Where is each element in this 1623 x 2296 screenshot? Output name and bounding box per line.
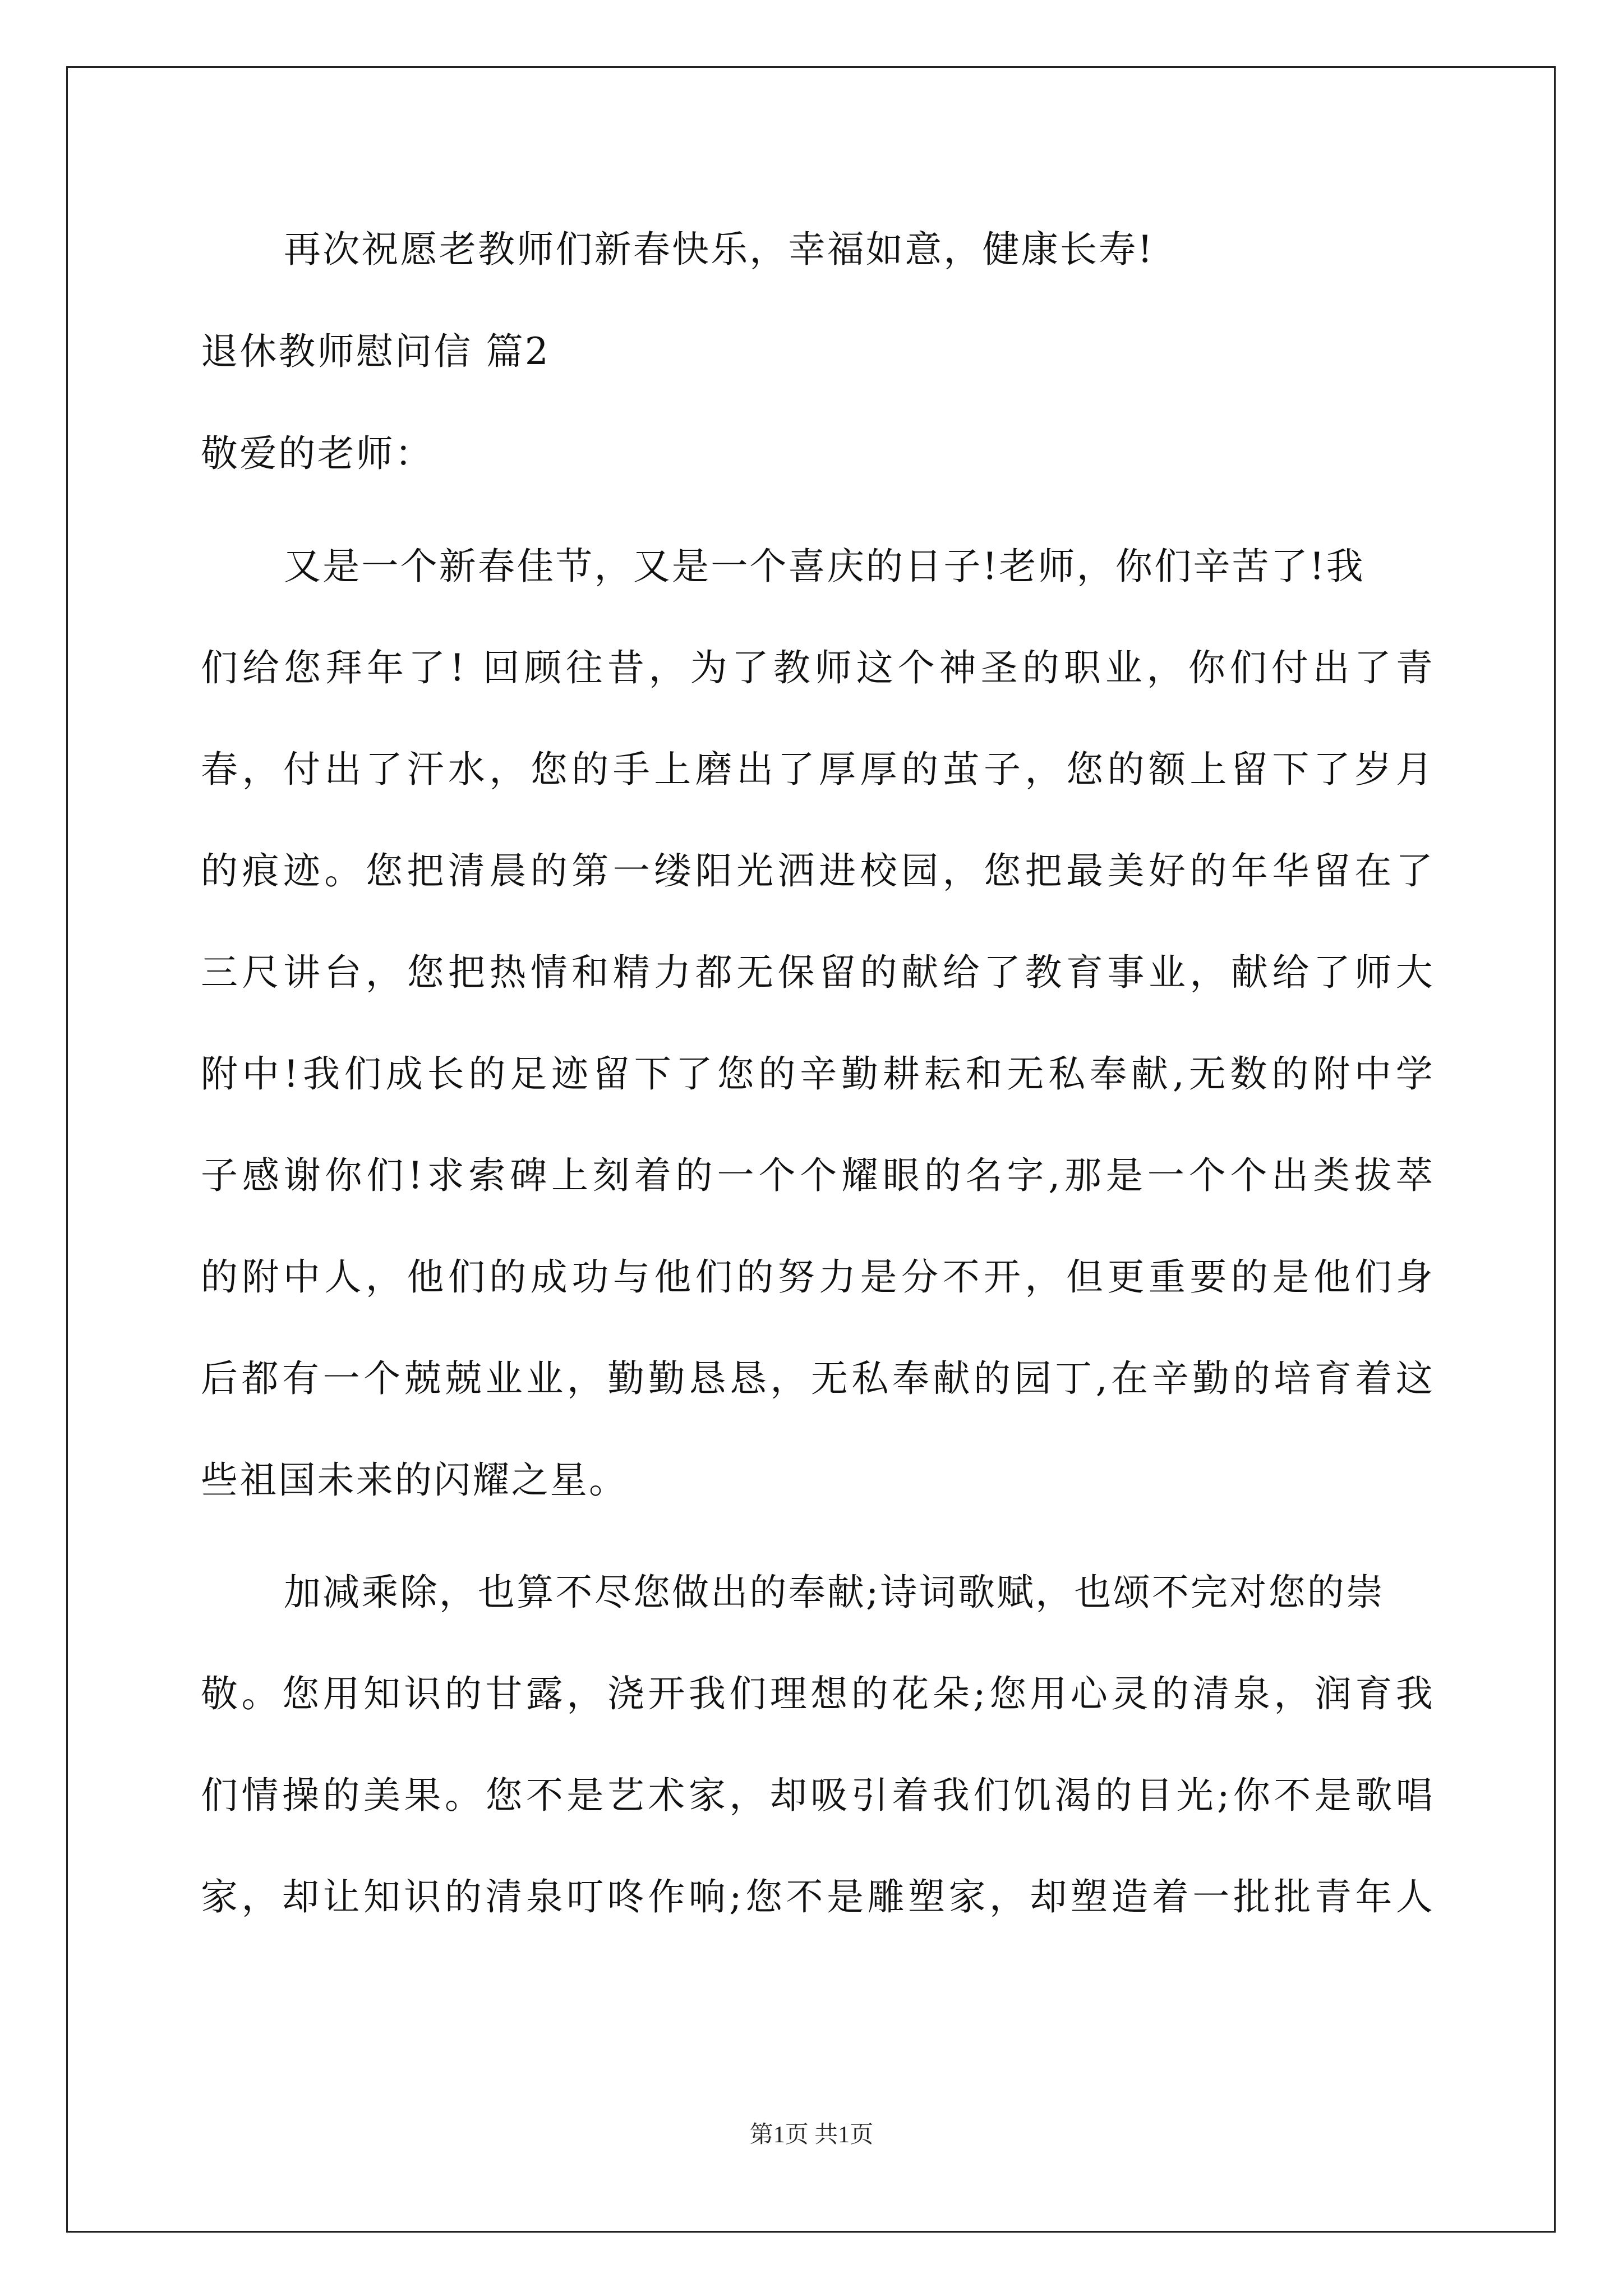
paragraph-line: 们给您拜年了! 回顾往昔，为了教师这个神圣的职业，你们付出了青 (201, 646, 1435, 689)
paragraph-line: 的痕迹。您把清晨的第一缕阳光洒进校园，您把最美好的年华留在了 (201, 849, 1435, 892)
paragraph-line: 子感谢你们!求索碑上刻着的一个个耀眼的名字,那是一个个出类拔萃 (201, 1154, 1435, 1197)
section-heading: 退休教师慰问信 篇2 (201, 330, 550, 373)
paragraph-line: 的附中人，他们的成功与他们的努力是分不开，但更重要的是他们身 (201, 1255, 1435, 1299)
paragraph-line: 又是一个新春佳节，又是一个喜庆的日子!老师，你们辛苦了!我 (284, 545, 1365, 588)
paragraph-line: 附中!我们成长的足迹留下了您的辛勤耕耘和无私奉献,无数的附中学 (201, 1052, 1435, 1096)
paragraph-line: 家，却让知识的清泉叮咚作响;您不是雕塑家，却塑造着一批批青年人 (201, 1875, 1435, 1918)
closing-wish-line: 再次祝愿老教师们新春快乐，幸福如意，健康长寿! (284, 228, 1155, 271)
salutation: 敬爱的老师： (201, 432, 434, 475)
paragraph-line: 三尺讲台，您把热情和精力都无保留的献给了教育事业，献给了师大 (201, 951, 1435, 994)
paragraph-line: 些祖国未来的闪耀之星。 (201, 1458, 628, 1502)
paragraph-line: 春，付出了汗水，您的手上磨出了厚厚的茧子，您的额上留下了岁月 (201, 748, 1435, 791)
paragraph-line: 后都有一个兢兢业业，勤勤恳恳，无私奉献的园丁,在辛勤的培育着这 (201, 1357, 1435, 1400)
paragraph-line: 敬。您用知识的甘露，浇开我们理想的花朵;您用心灵的清泉，润育我 (201, 1672, 1435, 1715)
paragraph-line: 们情操的美果。您不是艺术家，却吸引着我们饥渴的目光;你不是歌唱 (201, 1774, 1435, 1817)
paragraph-line: 加减乘除，也算不尽您做出的奉献;诗词歌赋，也颂不完对您的崇 (284, 1571, 1385, 1614)
page-number-footer: 第1页 共1页 (749, 2122, 874, 2148)
